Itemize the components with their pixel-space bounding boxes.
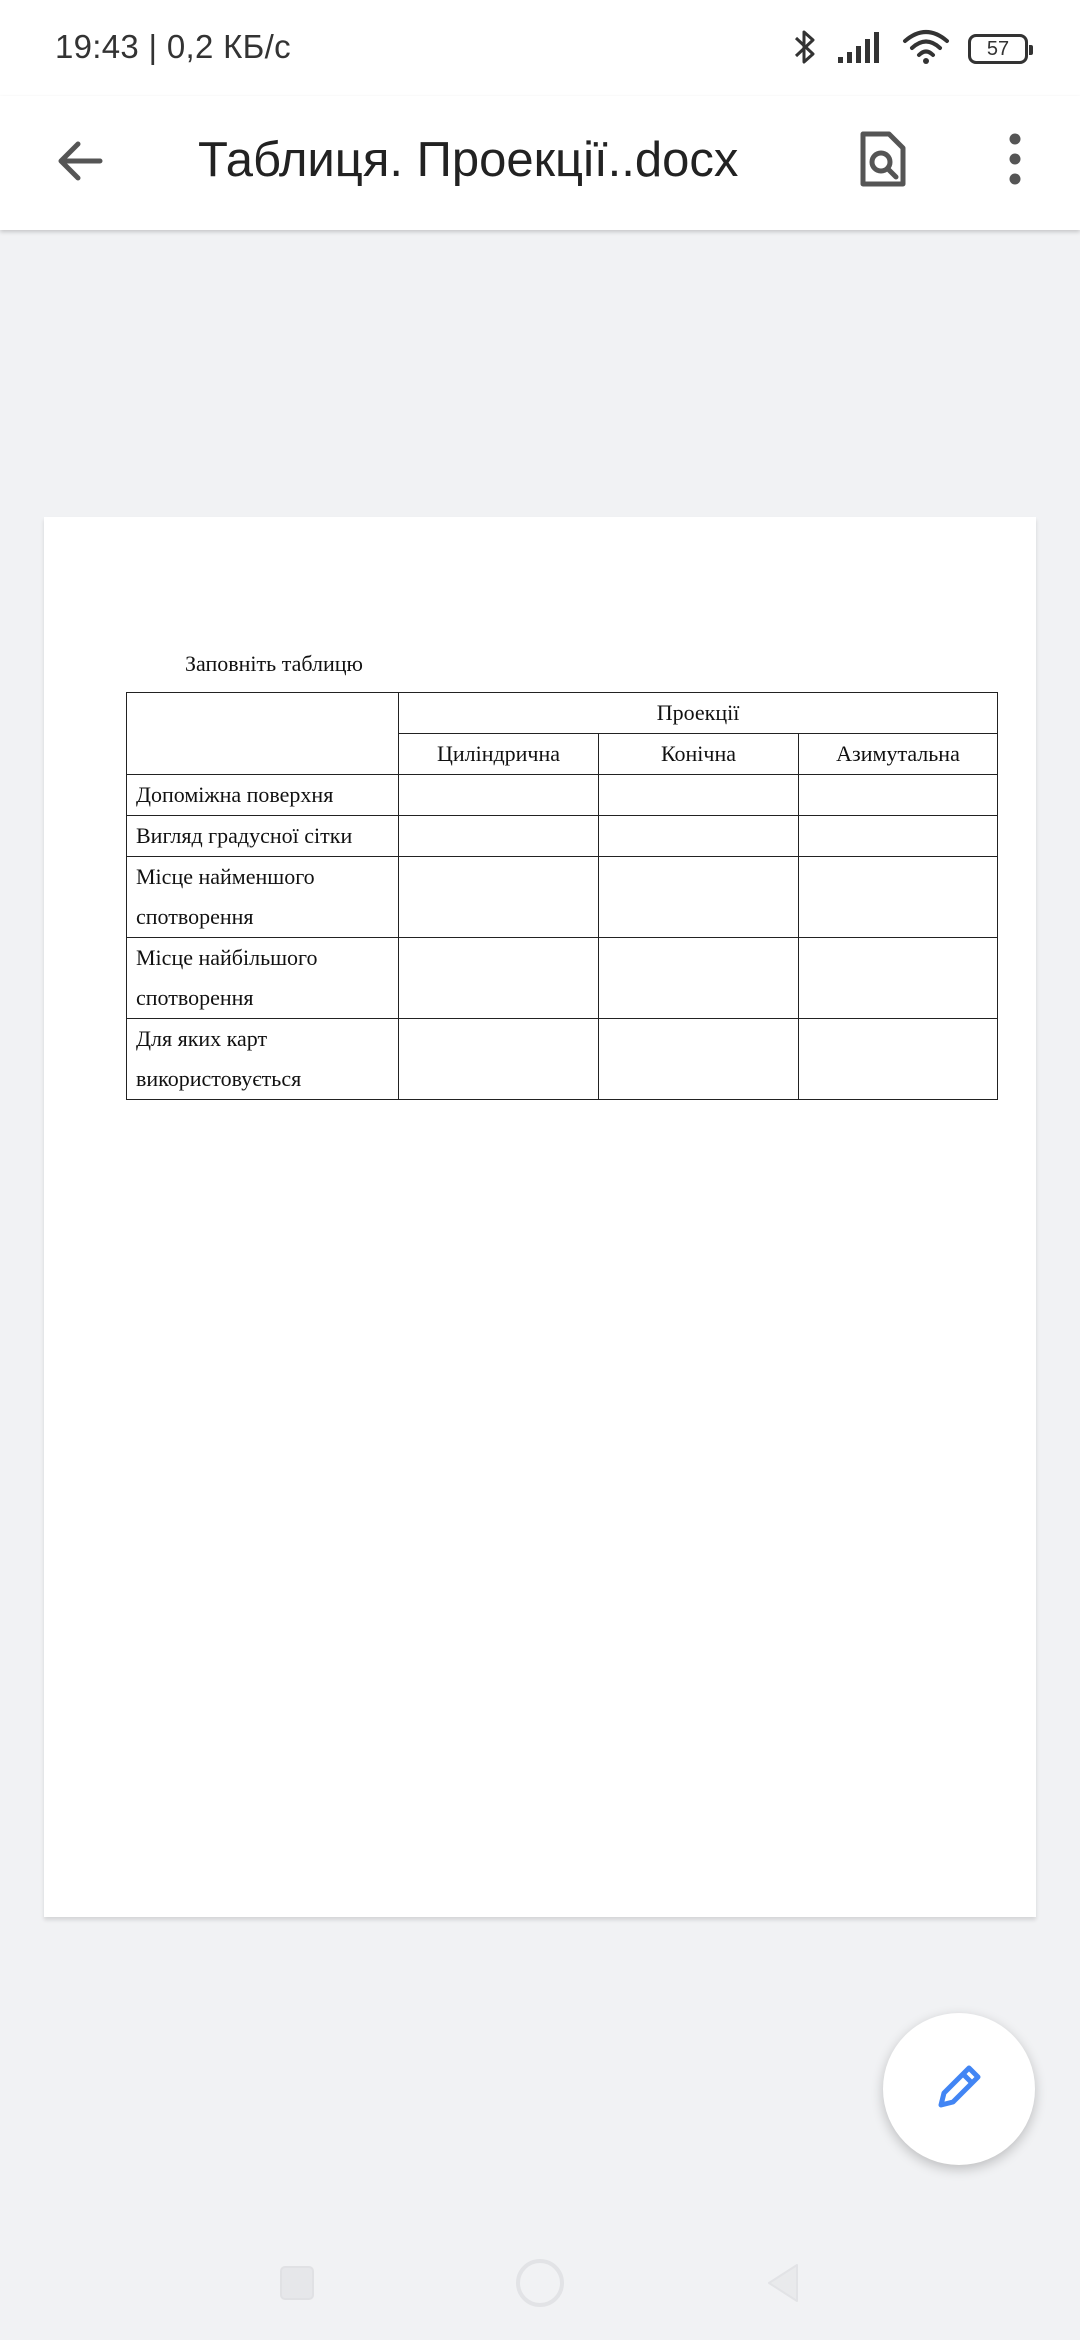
recents-button[interactable] (262, 2250, 332, 2320)
home-button[interactable] (505, 2250, 575, 2320)
battery-level: 57 (986, 37, 1010, 60)
column-header: Циліндрична (399, 734, 599, 775)
app-bar (0, 96, 1080, 230)
table-cell (399, 938, 599, 1019)
status-time-speed: 19:43 | 0,2 КБ/с (55, 28, 291, 65)
table-row (127, 775, 998, 816)
more-vert-icon (1007, 133, 1023, 190)
table-cell (799, 816, 998, 857)
table-row (127, 1019, 998, 1100)
document-title: Таблиця. Проекції..docx (198, 133, 739, 187)
row-header: Місце найменшого спотворення (127, 857, 399, 938)
recents-square-icon (278, 2264, 316, 2307)
back-button[interactable] (40, 123, 120, 203)
table-cell (799, 775, 998, 816)
status-bar (0, 0, 1080, 96)
table-cell (599, 775, 799, 816)
home-circle-icon (513, 2256, 567, 2315)
table-corner-cell (127, 693, 399, 775)
table-cell (399, 775, 599, 816)
table-cell (799, 938, 998, 1019)
table-cell (599, 857, 799, 938)
table-header-row (127, 693, 998, 734)
table-cell (799, 857, 998, 938)
table-row (127, 816, 998, 857)
table-row (127, 938, 998, 1019)
row-header: Вигляд градусної сітки (127, 816, 399, 857)
row-header: Допоміжна поверхня (127, 775, 399, 816)
more-options-button[interactable] (975, 121, 1055, 201)
back-triangle-icon (763, 2261, 803, 2310)
table-cell (599, 816, 799, 857)
wifi-icon (902, 29, 950, 70)
table-cell (399, 857, 599, 938)
bluetooth-icon (792, 27, 818, 72)
battery-icon (968, 34, 1028, 64)
status-icons (792, 24, 1028, 74)
system-nav-bar (0, 2230, 1080, 2340)
column-header: Азимутальна (799, 734, 998, 775)
table-cell (599, 938, 799, 1019)
table-cell (799, 1019, 998, 1100)
projections-table (126, 692, 998, 1100)
edit-fab-button[interactable] (883, 2013, 1035, 2165)
back-nav-button[interactable] (748, 2250, 818, 2320)
table-cell (399, 1019, 599, 1100)
table-cell (599, 1019, 799, 1100)
back-arrow-icon (54, 135, 106, 192)
document-search-button[interactable] (843, 121, 923, 201)
table-cell (399, 816, 599, 857)
instruction-text: Заповніть таблицю (185, 651, 363, 676)
pencil-edit-icon (931, 2059, 987, 2120)
document-page[interactable] (44, 517, 1036, 1917)
table-row (127, 857, 998, 938)
row-header: Місце найбільшого спотворення (127, 938, 399, 1019)
table-group-header: Проекції (399, 693, 998, 734)
row-header: Для яких карт використовується (127, 1019, 399, 1100)
document-search-icon (859, 130, 907, 193)
column-header: Конічна (599, 734, 799, 775)
signal-icon (836, 30, 884, 69)
